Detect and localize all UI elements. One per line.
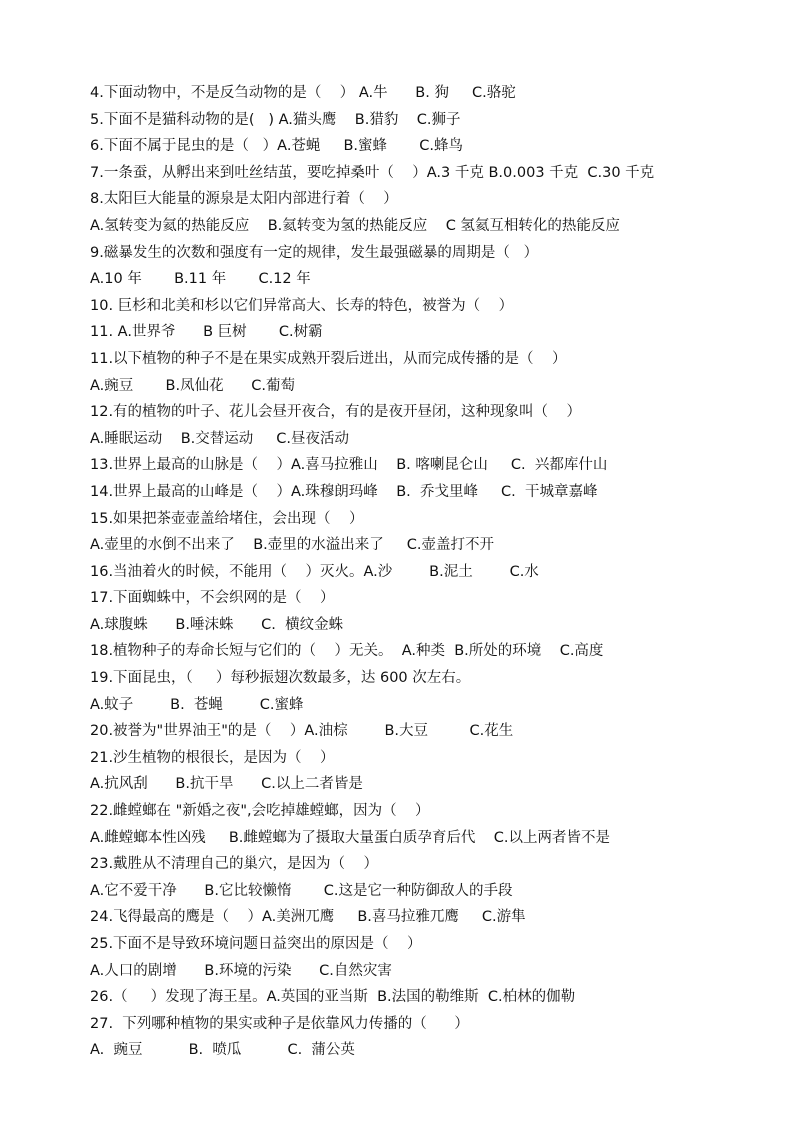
- text-line: 18.植物种子的寿命长短与它们的（ ）无关。 A.种类 B.所处的环境 C.高度: [90, 643, 604, 660]
- text-line: A.雌螳螂本性凶残 B.雌螳螂为了摄取大量蛋白质孕育后代 C.以上两者皆不是: [90, 829, 611, 846]
- text-line: 12.有的植物的叶子、花儿会昼开夜合，有的是夜开昼闭，这种现象叫（ ）: [90, 404, 581, 421]
- text-line: 21.沙生植物的根很长，是因为（ ）: [90, 749, 335, 766]
- text-line: A.蚊子 B. 苍蝇 C.蜜蜂: [90, 696, 304, 713]
- text-line: 20.被誉为"世界油王"的是（ ）A.油棕 B.大豆 C.花生: [90, 723, 514, 740]
- text-line: 23.戴胜从不清理自己的巢穴，是因为（ ）: [90, 856, 378, 873]
- text-line: A.壶里的水倒不出来了 B.壶里的水溢出来了 C.壶盖打不开: [90, 537, 495, 554]
- text-line: 4.下面动物中，不是反刍动物的是（ ） A.牛 B. 狗 C.骆驼: [90, 85, 516, 101]
- text-line: 15.如果把茶壶壶盖给堵住，会出现（ ）: [90, 510, 364, 527]
- text-line: 10. 巨杉和北美和杉以它们异常高大、长寿的特色，被誉为（ ）: [90, 297, 514, 314]
- text-line: A.球腹蛛 B.唾沫蛛 C. 横纹金蛛: [90, 616, 344, 633]
- text-line: 14.世界上最高的山峰是（ ）A.珠穆朗玛峰 B. 乔戈里峰 C. 干城章嘉峰: [90, 483, 598, 500]
- text-line: 16.当油着火的时候，不能用（ ）灭火。A.沙 B.泥土 C.水: [90, 563, 539, 580]
- text-line: 13.世界上最高的山脉是（ ）A.喜马拉雅山 B. 喀喇昆仑山 C. 兴都库什山: [90, 457, 608, 474]
- text-line: 5.下面不是猫科动物的是( ) A.猫头鹰 B.猎豹 C.狮子: [90, 111, 461, 128]
- text-line: A.豌豆 B.凤仙花 C.葡萄: [90, 377, 295, 394]
- text-line: 19.下面昆虫，（ ）每秒振翅次数最多，达 600 次左右。: [90, 670, 471, 687]
- text-line: 25.下面不是导致环境问题日益突出的原因是（ ）: [90, 936, 422, 952]
- text-line: 7.一条蚕，从孵出来到吐丝结茧，要吃掉桑叶（ ）A.3 千克 B.0.003 千克 C.30 千克: [90, 164, 655, 181]
- text-line: A.10 年 B.11 年 C.12 年: [90, 271, 311, 288]
- text-line: A.抗风刮 B.抗干旱 C.以上二者皆是: [90, 776, 363, 793]
- text-line: 27. 下列哪种植物的果实或种子是依靠风力传播的（ ）: [90, 1015, 469, 1032]
- text-line: 26.（ ）发现了海王星。A.英国的亚当斯 B.法国的勒维斯 C.柏林的伽勒: [90, 989, 576, 1006]
- text-line: 22.雌螳螂在 "新婚之夜",会吃掉雄螳螂，因为（ ）: [90, 803, 430, 820]
- text-line: 11. A.世界爷 B 巨树 C.树霸: [90, 324, 323, 341]
- text-line: A.它不爱干净 B.它比较懒惰 C.这是它一种防御敌人的手段: [90, 882, 513, 899]
- question-list: [90, 80, 730, 1064]
- text-line: 11.以下植物的种子不是在果实成熟开裂后迸出，从而完成传播的是（ ）: [90, 350, 567, 367]
- text-line: 9.磁暴发生的次数和强度有一定的规律，发生最强磁暴的周期是（ ）: [90, 244, 539, 261]
- text-line: A.氢转变为氦的热能反应 B.氦转变为氢的热能反应 C 氢氦互相转化的热能反应: [90, 217, 620, 234]
- text-line: 6.下面不属于昆虫的是（ ）A.苍蝇 B.蜜蜂 C.蜂鸟: [90, 138, 464, 155]
- text-line: 17.下面蜘蛛中，不会织网的是（ ）: [90, 590, 335, 607]
- text-line: A.人口的剧增 B.环境的污染 C.自然灾害: [90, 962, 392, 979]
- text-line: A. 豌豆 B. 喷瓜 C. 蒲公英: [90, 1042, 355, 1059]
- text-line: A.睡眠运动 B.交替运动 C.昼夜活动: [90, 430, 350, 447]
- text-line: 24.飞得最高的鹰是（ ）A.美洲兀鹰 B.喜马拉雅兀鹰 C.游隼: [90, 909, 526, 926]
- text-line: 8.太阳巨大能量的源泉是太阳内部进行着（ ）: [90, 191, 398, 208]
